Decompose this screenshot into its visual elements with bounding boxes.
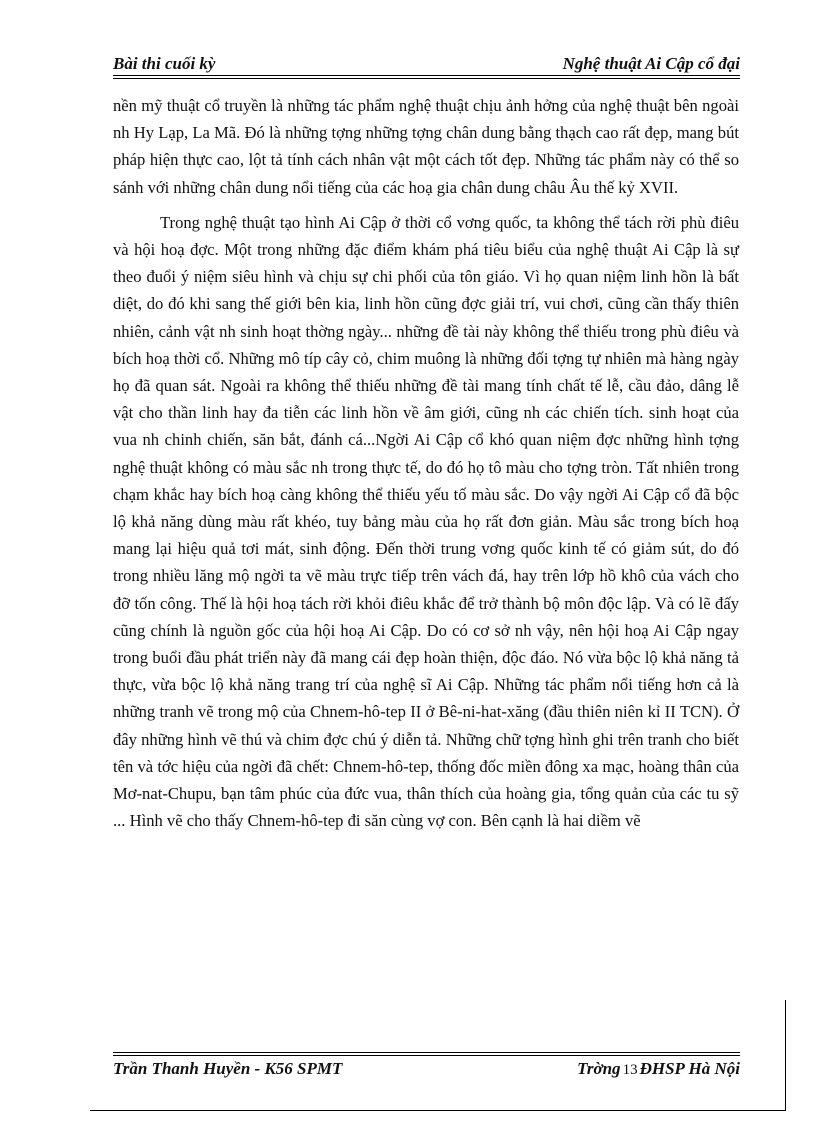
page-number: 13: [622, 1062, 638, 1078]
header-right-title: Nghệ thuật Ai Cập cổ đại: [562, 54, 740, 73]
footer-institution: [577, 1059, 740, 1079]
footer-institution-prefix: Trờng: [577, 1059, 621, 1078]
page-body: [113, 92, 739, 842]
header-rule-thin: [113, 78, 740, 79]
footer-author: Trần Thanh Huyền - K56 SPMT: [113, 1059, 343, 1078]
page-footer: [113, 1057, 740, 1081]
footer-institution-name: ĐHSP Hà Nội: [639, 1059, 740, 1078]
footer-rule-thin: [113, 1052, 740, 1053]
page-border-bottom: [90, 1110, 786, 1111]
header-rule: [113, 75, 740, 76]
footer-rule: [113, 1055, 740, 1056]
page-header: [113, 50, 740, 74]
paragraph-continued: nền mỹ thuật cổ truyền là những tác phẩm nghệ thuật chịu ảnh hởng của nghệ thuật bên ngoài nh Hy Lạp, La Mã. Đó là những tợng những tợng chân dung bằng thạch cao rất đẹp, mang bút pháp hiện thực cao, lột tả tính cách nhân vật một cách tốt đẹp. Những tác phẩm này có thể so sánh với những chân dung nổi tiếng của các hoạ gia chân dung châu Âu thế kỷ XVII.: [113, 96, 739, 197]
header-left-title: Bài thi cuối kỳ: [113, 54, 216, 73]
page-border-right: [785, 1000, 786, 1110]
paragraph-main: Trong nghệ thuật tạo hình Ai Cập ở thời cổ vơng quốc, ta không thể tách rời phù điêu và hội hoạ đợc. Một trong những đặc điểm khám phá tiêu biểu của nghệ thuật Ai Cập là sự theo đuổi ý niệm siêu hình và chịu sự chi phối của tôn giáo. Vì họ quan niệm linh hồn là bất diệt, do đó khi sang thế giới bên kia, linh hồn cũng đợc giải trí, vui chơi, cũng cần thấy thiên nhiên, cảnh vật nh sinh hoạt thờng ngày... những đề tài này không thể thiếu trong phù điêu và bích hoạ thời cổ. Những mô típ cây cỏ, chim muông là những đối tợng tự nhiên mà hàng ngày họ đã quan sát. Ngoài ra không thể thiếu những đề tài mang tính chất tế lễ, cầu đảo, dâng lễ vật cho thần linh hay đa tiễn các linh hồn về âm giới, cũng nh các chiến tích. sinh hoạt của vua nh chinh chiến, săn bắt, đánh cá...Ngời Ai Cập cổ khó quan niệm đợc những hình tợng nghệ thuật không có màu sắc nh trong thực tế, do đó họ tô màu cho tợng tròn. Tất nhiên trong chạm khắc hay bích hoạ càng không thể thiếu yếu tố màu sắc. Do vậy ngời Ai Cập cổ đã bộc lộ khả năng dùng màu rất khéo, tuy bảng màu của họ rất đơn giản. Màu sắc trong bích hoạ mang lại hiệu quả tơi mát, sinh động. Đến thời trung vơng quốc kinh tế có giảm sút, do đó trong nhiều lăng mộ ngời ta vẽ màu trực tiếp trên vách đá, hay trên lớp hồ khô của vách cho đỡ tốn công. Thế là hội hoạ tách rời khỏi điêu khắc để trở thành bộ môn độc lập. Và có lẽ đấy cũng chính là nguồn gốc của hội hoạ Ai Cập. Do có cơ sở nh vậy, nên hội hoạ Ai Cập ngay trong buổi đầu phát triển này đã mang cái đẹp hoàn thiện, độc đáo. Nó vừa bộc lộ khả năng tả thực, vừa bộc lộ khả năng trang trí của nghệ sĩ Ai Cập. Những tác phẩm nổi tiếng hơn cả là những tranh vẽ trong mộ của Chnem-hô-tep II ở Bê-ni-hat-xăng (đầu thiên niên kỉ II TCN). Ở đây những hình vẽ thú và chim đợc chú ý diễn tả. Những chữ tợng hình ghi trên tranh cho biết tên và tớc hiệu của ngời đã chết: Chnem-hô-tep, thống đốc miền đông xa mạc, hoàng thân của Mơ-nat-Chupu, bạn tâm phúc của đức vua, thân thích của hoàng gia, tổng quản của các tu sỹ ... Hình vẽ cho thấy Chnem-hô-tep đi săn cùng vợ con. Bên cạnh là hai diềm vẽ: [113, 212, 739, 831]
